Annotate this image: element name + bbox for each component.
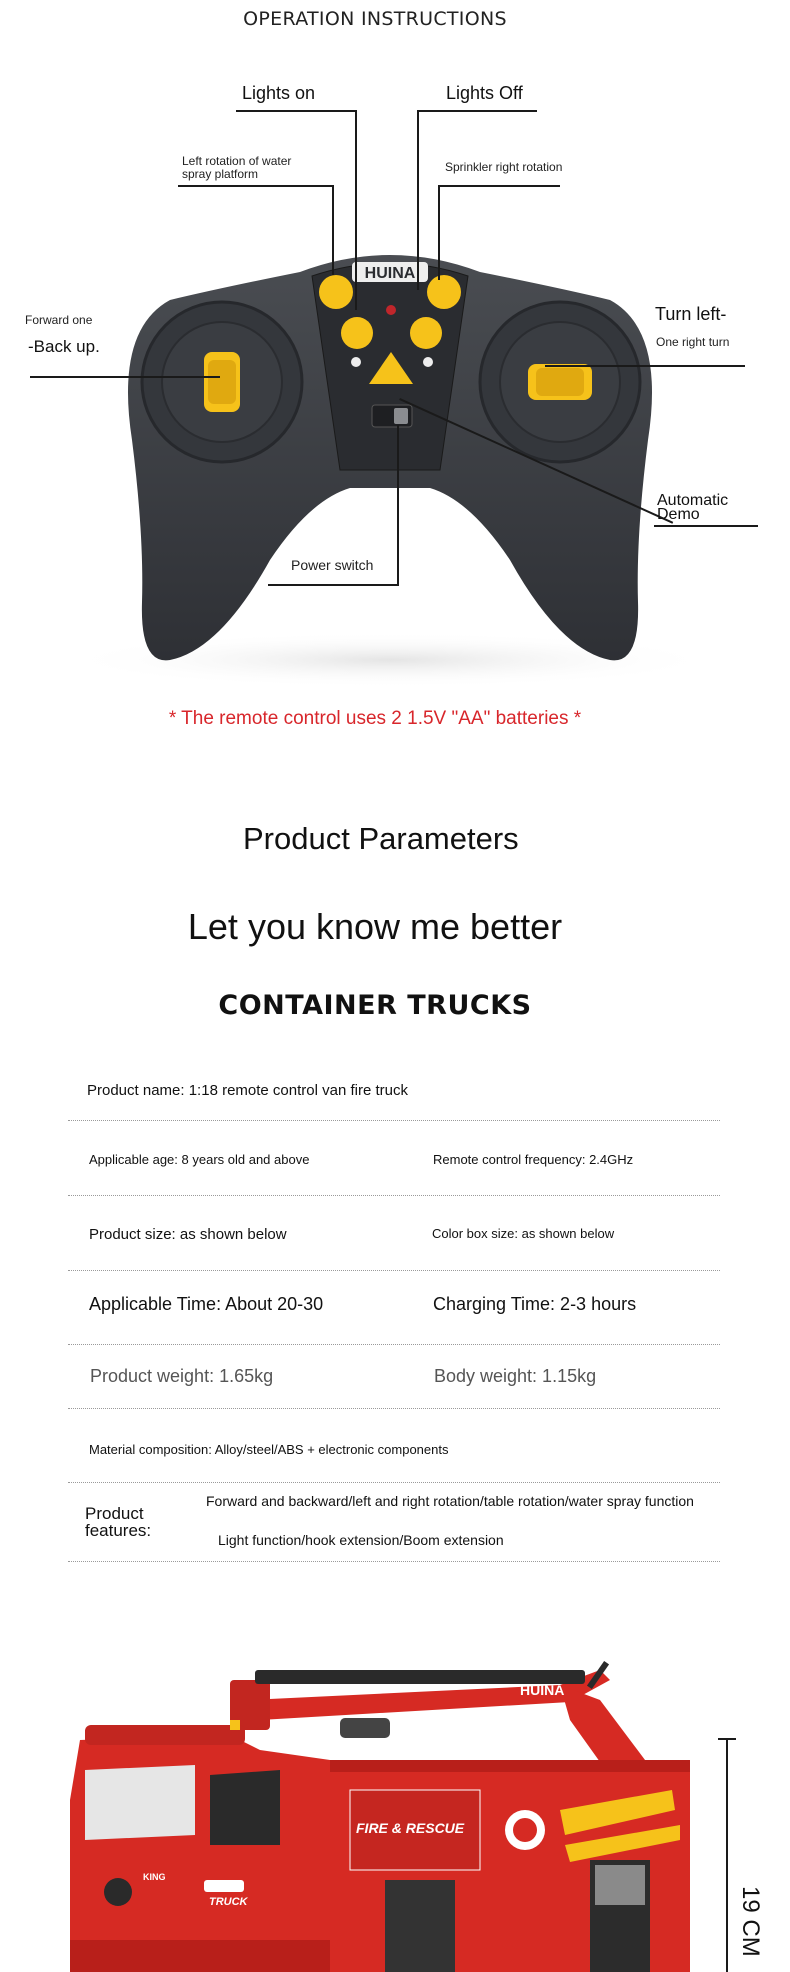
label-lights-on: Lights on — [242, 83, 316, 103]
features-label: Product features: — [85, 1504, 152, 1540]
right-rotation-button — [410, 317, 442, 349]
label-sprinkler-right: Sprinkler right rotation — [445, 160, 563, 174]
params-tagline: Let you know me better — [187, 906, 563, 947]
row-divider — [68, 1482, 720, 1483]
label-turn-left: Turn left- — [655, 304, 727, 324]
callout-demo-h — [654, 525, 758, 527]
features-line-1: Forward and backward/left and right rotation/table rotation/water spray function — [206, 1493, 694, 1509]
callout-lights-on-h — [236, 110, 356, 112]
dimension-label: 19 CM — [737, 1886, 764, 1957]
lights-on-button — [319, 275, 353, 309]
left-rotation-button — [341, 317, 373, 349]
color-box-size: Color box size: as shown below — [432, 1226, 615, 1241]
row-divider — [68, 1408, 720, 1409]
instructions-header: OPERATION INSTRUCTIONS — [243, 8, 507, 30]
label-forward-one: Forward one — [25, 313, 93, 327]
truck-brand-text: HUINA — [520, 1682, 565, 1698]
features-line-2: Light function/hook extension/Boom extension — [218, 1532, 504, 1548]
label-power-switch: Power switch — [291, 557, 374, 573]
callout-power-h — [268, 584, 399, 586]
callout-lights-off-v — [417, 110, 419, 290]
callout-lights-off-h — [417, 110, 537, 112]
row-divider — [68, 1195, 720, 1196]
callout-power-v — [397, 425, 399, 585]
applicable-time: Applicable Time: About 20-30 — [89, 1294, 324, 1314]
label-one-right-turn: One right turn — [656, 335, 730, 349]
row-divider — [68, 1270, 720, 1271]
controller-brand-text: HUINA — [364, 265, 416, 282]
callout-sprinkler-h — [438, 185, 560, 187]
row-divider — [68, 1120, 720, 1121]
product-name: Product name: 1:18 remote control van fire truck — [87, 1082, 408, 1099]
indicator-led — [386, 305, 396, 315]
row-divider — [68, 1344, 720, 1345]
material-composition: Material composition: Alloy/steel/ABS + electronic components — [89, 1442, 449, 1457]
label-left-rotation: Left rotation of water spray platform — [182, 154, 292, 181]
callout-left-rotation-v — [332, 185, 334, 275]
callout-sprinkler-v — [438, 185, 440, 280]
truck-grille-text: KING — [143, 1872, 166, 1882]
fire-truck-illustration — [0, 1640, 790, 1972]
remote-frequency: Remote control frequency: 2.4GHz — [433, 1152, 634, 1167]
label-back-up: -Back up. — [28, 337, 100, 356]
applicable-age: Applicable age: 8 years old and above — [89, 1152, 310, 1167]
dimension-tick — [718, 1738, 736, 1740]
category-title: CONTAINER TRUCKS — [218, 990, 532, 1021]
label-lights-off: Lights Off — [446, 83, 523, 103]
charging-time: Charging Time: 2-3 hours — [433, 1294, 637, 1314]
row-divider — [68, 1561, 720, 1562]
truck-windshield — [85, 1765, 195, 1840]
lights-off-button — [427, 275, 461, 309]
product-size: Product size: as shown below — [89, 1226, 287, 1243]
callout-lights-on-v — [355, 110, 357, 310]
callout-left-rotation-h — [178, 185, 333, 187]
body-weight: Body weight: 1.15kg — [434, 1366, 597, 1386]
callout-forward-h — [30, 376, 220, 378]
battery-note: * The remote control uses 2 1.5V "AA" batteries * — [168, 708, 582, 729]
product-weight: Product weight: 1.65kg — [90, 1366, 274, 1386]
dimension-line — [726, 1738, 728, 1972]
params-title: Product Parameters — [243, 821, 519, 856]
callout-turn-h — [545, 365, 745, 367]
truck-badge-text: TRUCK — [209, 1896, 248, 1908]
label-automatic-demo: Automatic Demo — [657, 492, 729, 523]
truck-door-text: FIRE & RESCUE — [356, 1820, 465, 1836]
